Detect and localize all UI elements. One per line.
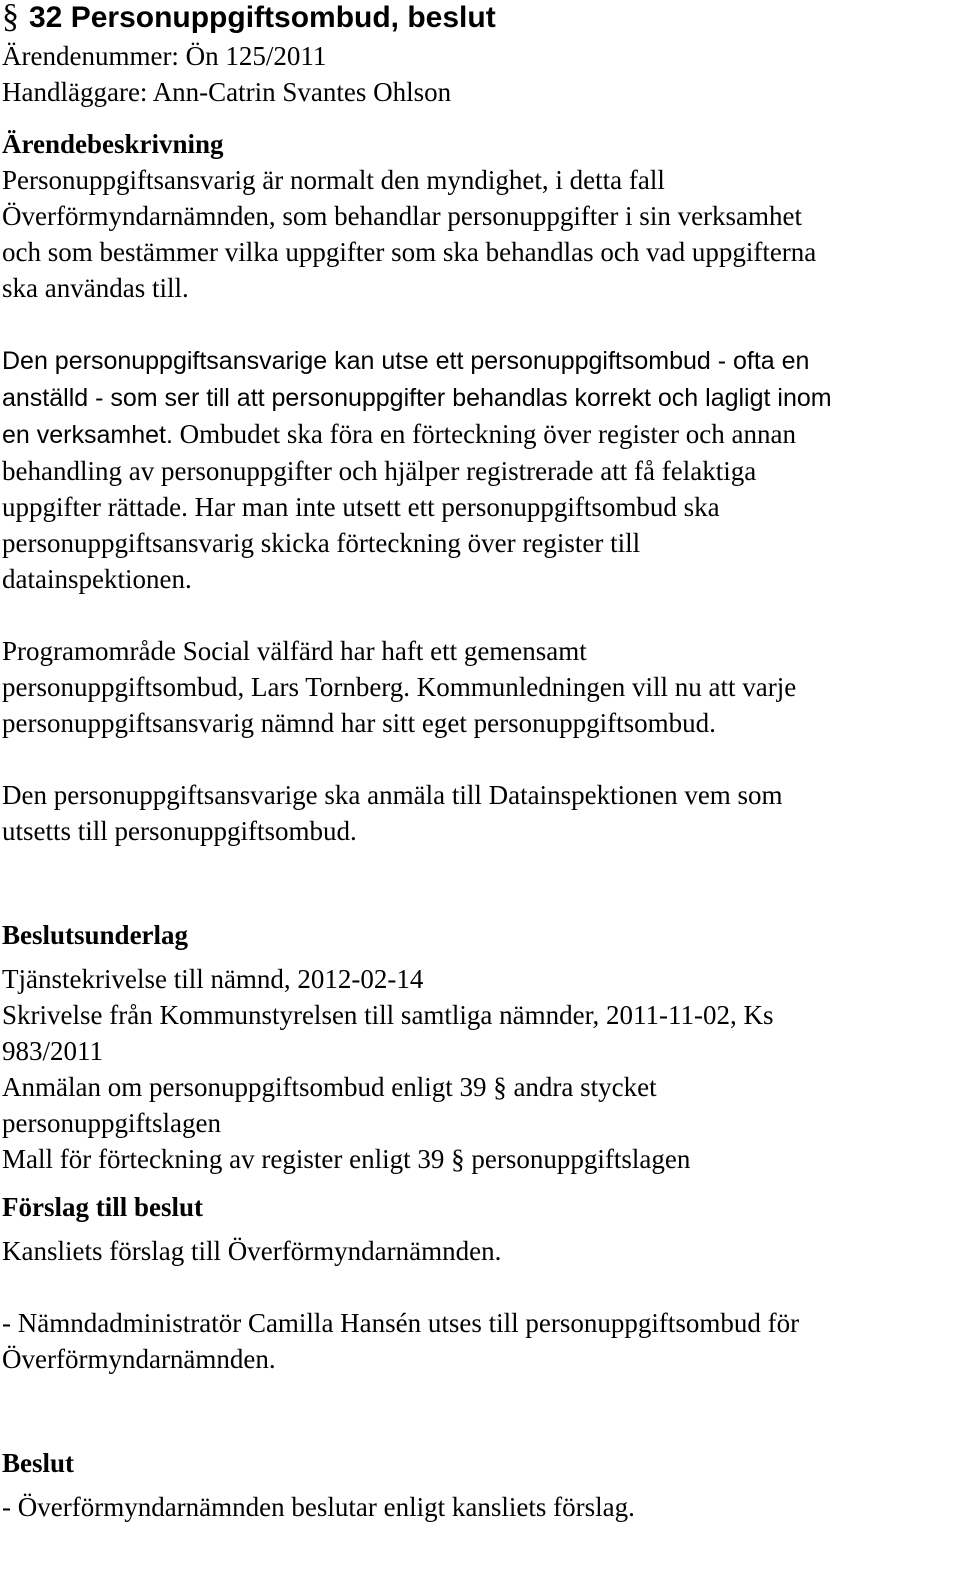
basis-item: 983/2011 xyxy=(2,1036,103,1066)
description-paragraph-1: Personuppgiftsansvarig är normalt den myndighet, i detta fall Överförmyndarnämnden, som behandlar personuppgifter i sin verksamhet och som bestämmer vilka uppgifter som ska behandlas och vad uppgifterna ska användas till. xyxy=(2,165,817,303)
basis-item: Anmälan om personuppgiftsombud enligt 39 § andra stycket xyxy=(2,1072,657,1102)
description-heading: Ärendebeskrivning xyxy=(2,129,224,159)
description-paragraph-3: Programområde Social välfärd har haft ett gemensamt personuppgiftsombud, Lars Tornberg. Kommunledningen vill nu att varje personuppgiftsansvarig nämnd har sitt eget personuppgiftsombud. xyxy=(2,636,797,738)
section-title-text: 32 Personuppgiftsombud, beslut xyxy=(29,1,496,34)
section-symbol: § xyxy=(2,0,19,35)
basis-list xyxy=(2,961,958,1177)
proposal-intro: Kansliets förslag till Överförmyndarnämnden. xyxy=(2,1236,502,1266)
decision-heading: Beslut xyxy=(2,1448,75,1478)
proposal-heading: Förslag till beslut xyxy=(2,1192,203,1222)
basis-heading: Beslutsunderlag xyxy=(2,920,189,950)
basis-item: Skrivelse från Kommunstyrelsen till samtliga nämnder, 2011-11-02, Ks xyxy=(2,1000,774,1030)
basis-item: personuppgiftslagen xyxy=(2,1108,221,1138)
description-paragraph-4: Den personuppgiftsansvarige ska anmäla till Datainspektionen vem som utsetts till personuppgiftsombud. xyxy=(2,780,783,846)
basis-item: Tjänstekrivelse till nämnd, 2012-02-14 xyxy=(2,964,424,994)
decision-text: - Överförmyndarnämnden beslutar enligt kansliets förslag. xyxy=(2,1492,635,1522)
proposal-item: - Nämndadministratör Camilla Hansén utses till personuppgiftsombud för Överförmyndarnämnden. xyxy=(2,1308,800,1374)
section-title xyxy=(2,0,958,38)
document-page xyxy=(2,0,958,1525)
description-paragraph-2: Den personuppgiftsansvarige kan utse ett personuppgiftsombud - ofta en anställd - som ser till att personuppgifter behandlas korrekt och lagligt inom en verksamhet. Ombudet ska föra en förteckning över register och annan behandling av personuppgifter och hjälper registrerade att få felaktiga uppgifter rättade. Har man inte utsett ett personuppgiftsombud ska personuppgiftsansvarig skicka förteckning över register till datainspektionen. xyxy=(2,347,832,594)
basis-item: Mall för förteckning av register enligt 39 § personuppgiftslagen xyxy=(2,1144,691,1174)
case-number: Ärendenummer: Ön 125/2011 xyxy=(2,41,327,71)
case-handler: Handläggare: Ann-Catrin Svantes Ohlson xyxy=(2,77,452,107)
